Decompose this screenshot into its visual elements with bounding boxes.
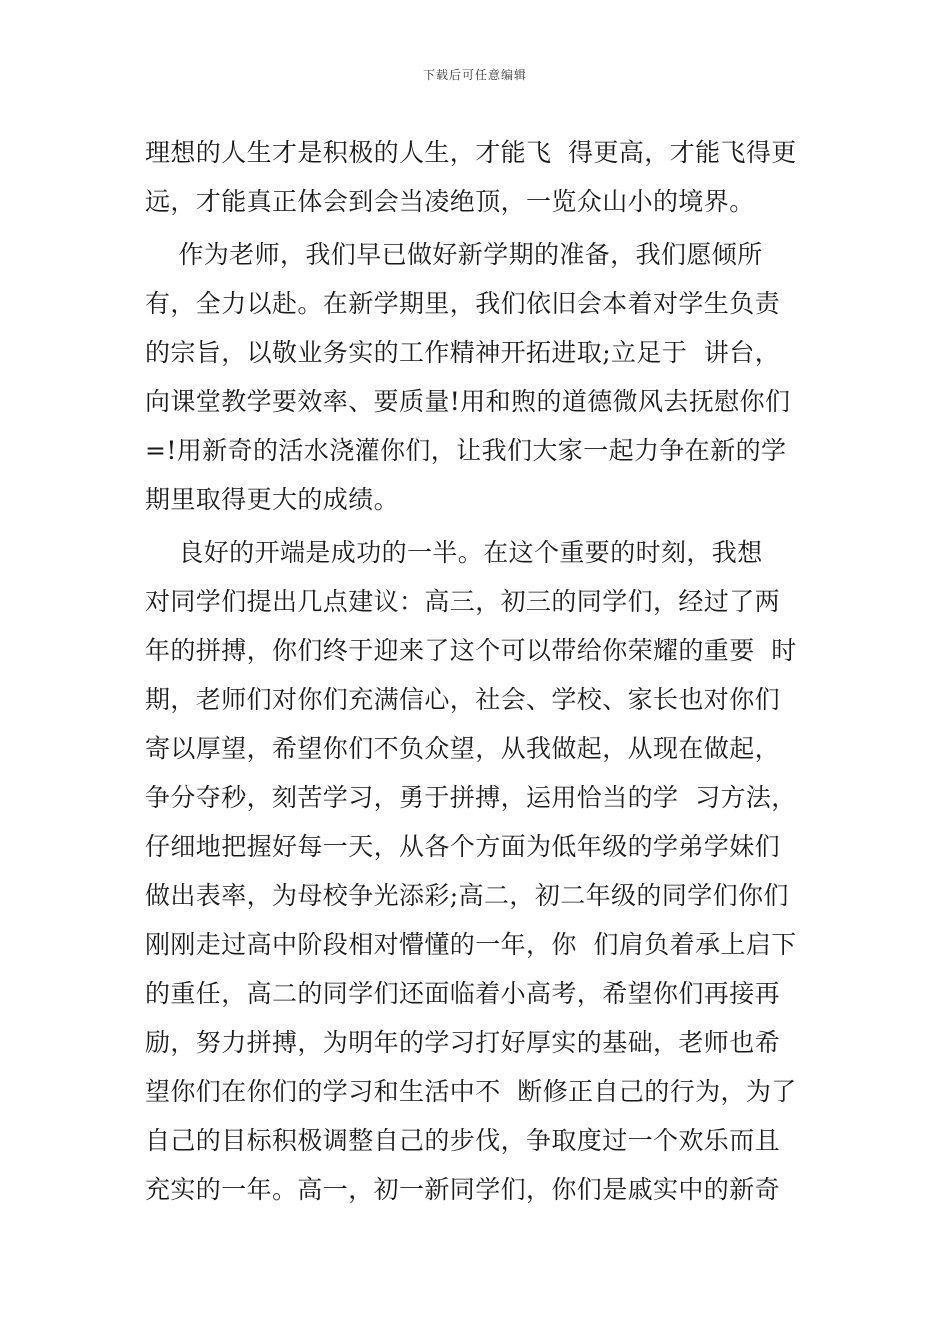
text-line: 做出表率，为母校争光添彩;高二，初二年级的同学们你们 (145, 881, 789, 910)
paragraph-1 (145, 128, 809, 226)
text-line: 理想的人生才是积极的人生，才能飞 得更高，才能飞得更 (145, 138, 797, 167)
text-line: 的重任，高二的同学们还面临着小高考，希望你们再接再 (145, 979, 781, 1008)
text-line: 作为老师，我们早已做好新学期的准备，我们愿倾所 (145, 240, 763, 269)
text-line: 向课堂教学要效率、要质量!用和煦的道德微风去抚慰你们 (145, 387, 791, 416)
page-header: 下载后可任意编辑 (422, 68, 527, 82)
text-line: 对同学们提出几点建议：高三，初三的同学们，经过了两 (145, 587, 781, 616)
text-line: 年的拼搏，你们终于迎来了这个可以带给你荣耀的重要 时 (145, 636, 797, 665)
text-line: 争分夺秒，刻苦学习，勇于拼搏，运用恰当的学 习方法， (145, 783, 797, 812)
text-line: 寄以厚望，希望你们不负众望，从我做起，从现在做起， (145, 734, 781, 763)
text-line: =!用新奇的活水浇灌你们，让我们大家一起力争在新的学 (145, 436, 787, 465)
paragraph-2 (145, 230, 809, 524)
text-line: 望你们在你们的学习和生活中不 断修正自己的行为，为了 (145, 1077, 797, 1106)
paragraph-3 (145, 528, 809, 1214)
text-line: 励，努力拼搏，为明年的学习打好厚实的基础，老师也希 (145, 1028, 781, 1057)
text-line: 良好的开端是成功的一半。在这个重要的时刻，我想 (145, 538, 763, 567)
text-line: 刚刚走过高中阶段相对懵懂的一年，你 们肩负着承上启下 (145, 930, 797, 959)
text-line: 自己的目标积极调整自己的步伐，争取度过一个欢乐而且 (145, 1126, 781, 1155)
text-line: 的宗旨，以敬业务实的工作精神开拓进取;立足于 讲台， (145, 338, 781, 367)
text-line: 仔细地把握好每一天，从各个方面为低年级的学弟学妹们 (145, 832, 781, 861)
text-line: 远，才能真正体会到会当凌绝顶，一览众山小的境界。 (145, 187, 755, 216)
text-line: 充实的一年。高一，初一新同学们，你们是戚实中的新奇 (145, 1175, 781, 1204)
text-line: 期，老师们对你们充满信心，社会、学校、家长也对你们 (145, 685, 781, 714)
document-body (145, 128, 809, 1214)
text-line: 有，全力以赴。在新学期里，我们依旧会本着对学生负责 (145, 289, 781, 318)
text-line: 期里取得更大的成绩。 (145, 485, 400, 514)
